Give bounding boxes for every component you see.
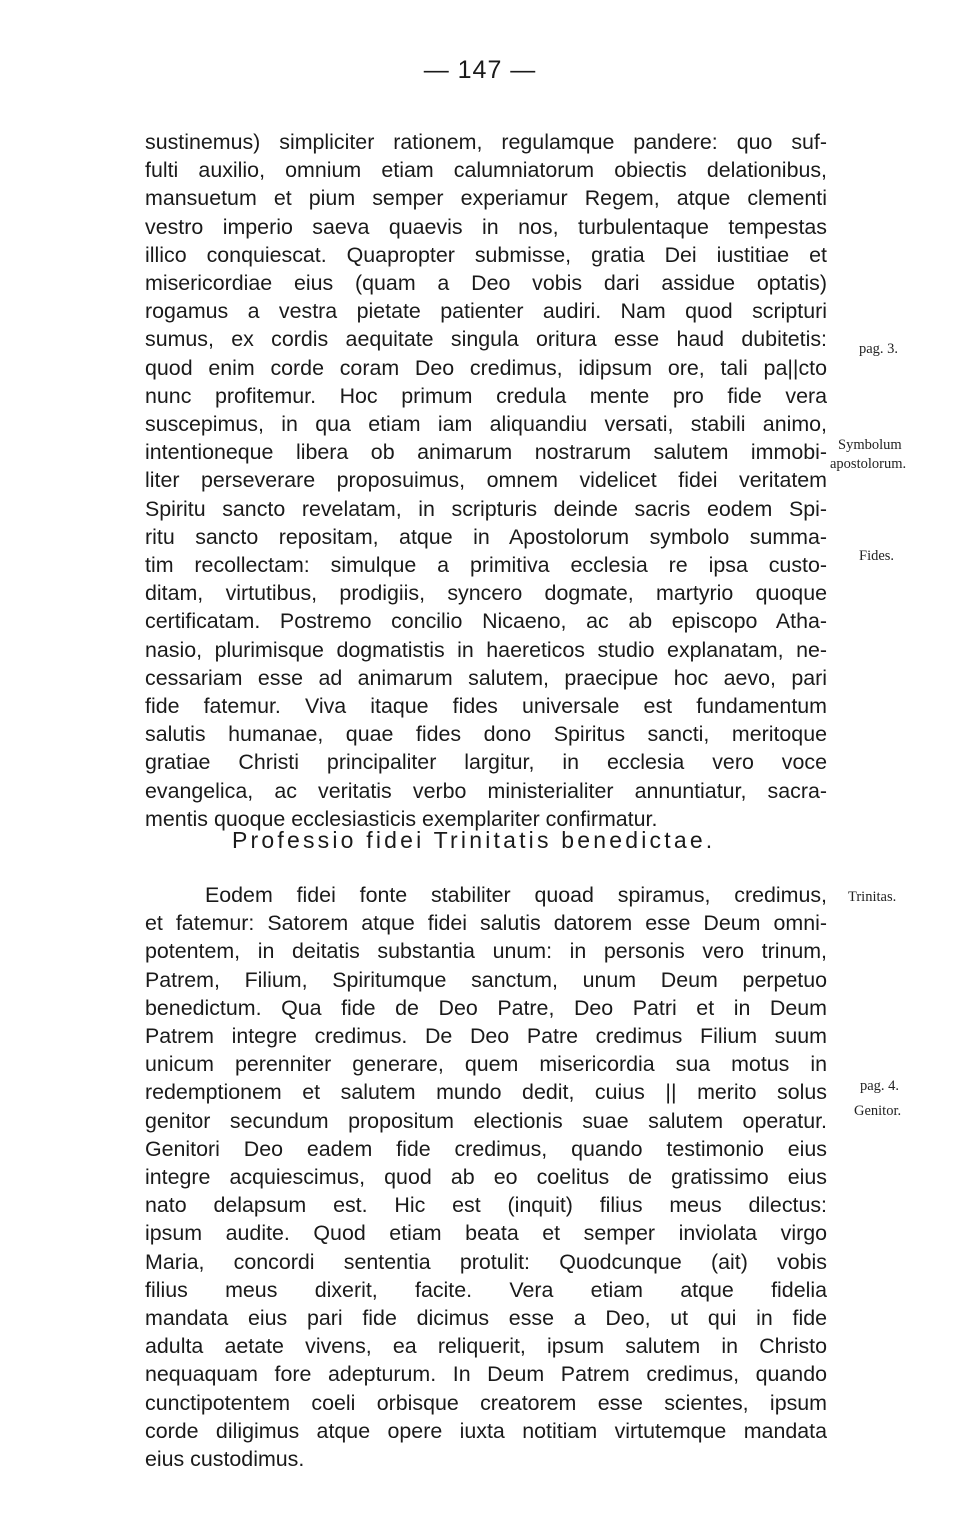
text-line: cunctipotentem coeli orbisque creatorem esse scientes, ipsum [145,1390,827,1415]
text-line: sustinemus) simpliciter rationem, regulamque pandere: quo suf- [145,130,827,154]
text-line: corde diligimus atque opere iuxta notitiam virtutemque mandata [145,1418,827,1443]
text-line: genitor secundum propositum electionis suae salutem operatur. [145,1108,827,1133]
text-line: Genitori Deo eadem fide credimus, quando testimonio eius [145,1136,827,1161]
margin-note-pag-3: pag. 3. [859,341,899,357]
text-line: misericordiae eius (quam a Deo vobis dari assidue optatis) [145,271,827,296]
text-line: vestro imperio saeva quaevis in nos, turbulentaque tempestas [145,214,827,239]
margin-note-genitor: Genitor. [854,1103,902,1119]
text-line: evangelica, ac veritatis verbo ministerialiter annuntiatur, sacra- [145,778,827,803]
text-line: filius meus dixerit, facite. Vera etiam atque fidelia [145,1277,827,1302]
text-line: mandata eius pari fide dicimus esse a Deo, ut qui in fide [145,1306,827,1331]
paragraph-1 [145,128,827,833]
paragraph-2 [145,881,827,1473]
text-line: nunc profitemur. Hoc primum credula mente pro fide vera [145,383,827,408]
text-line: Patrem integre credimus. De Deo Patre credimus Filium suum [145,1024,827,1049]
text-line: redemptionem et salutem mundo dedit, cuius || merito solus [145,1080,827,1105]
text-line: cessariam esse ad animarum salutem, praecipue hoc aevo, pari [145,665,827,690]
text-line: nasio, plurimisque dogmatistis in haereticos studio explanatam, ne- [145,637,827,662]
text-line: salutis humanae, quae fides dono Spiritus sancti, meritoque [145,722,827,747]
margin-note-fides: Fides. [859,548,895,564]
text-line: Maria, concordi sententia protulit: Quodcunque (ait) vobis [145,1249,827,1274]
text-line: liter perseverare proposuimus, omnem videlicet fidei veritatem [145,468,827,493]
text-line: fide fatemur. Viva itaque fides universale est fundamentum [145,694,827,719]
text-line: certificatam. Postremo concilio Nicaeno, ac ab episcopo Atha- [145,609,827,634]
text-line: unicum perenniter generare, quem misericordia sua motus in [145,1052,827,1077]
margin-note-pag-4: pag. 4. [860,1078,900,1094]
text-line: ipsum audite. Quod etiam beata et semper inviolata virgo [145,1221,827,1246]
margin-note-apostolorum: apostolorum. [830,456,907,472]
text-line: Patrem, Filium, Spiritumque sanctum, unum Deum perpetuo [145,967,827,992]
margin-note-symbolum: Symbolum [838,437,902,453]
text-line: eius custodimus. [145,1447,305,1472]
text-line: integre acquiescimus, quod ab eo coelitus de gratissimo eius [145,1165,827,1190]
text-line: Spiritu sancto revelatam, in scripturis deinde sacris eodem Spi- [145,496,827,521]
text-line: nato delapsum est. Hic est (inquit) filius meus dilectus: [145,1193,827,1218]
text-line: sumus, ex cordis aequitate singula oritura esse haud dubitetis: [145,327,827,352]
text-line: quod enim corde coram Deo credimus, idipsum ore, tali pa||cto [145,355,827,380]
text-line: Eodem fidei fonte stabiliter quoad spiramus, credimus, [205,883,827,907]
section-heading: Professio fidei Trinitatis benedictae. [232,827,716,853]
page-number: — 147 — [423,56,537,84]
margin-note-trinitas: Trinitas. [848,889,897,905]
text-line: benedictum. Qua fide de Deo Patre, Deo Patri et in Deum [145,995,827,1020]
text-line: gratiae Christi principaliter largitur, in ecclesia vero voce [145,750,827,775]
text-line: tim recollectam: simulque a primitiva ecclesia re ipsa custo- [145,553,827,578]
text-line: mentis quoque ecclesiasticis exemplariter confirmatur. [145,806,658,831]
text-line: ditam, virtutibus, prodigiis, syncero dogmate, martyrio quoque [145,581,827,606]
text-line: suscepimus, in qua etiam iam aliquandiu versati, stabili animo, [145,412,827,437]
text-line: rogamus a vestra pietate patienter audiri. Nam quod scripturi [145,299,827,324]
text-line: fulti auxilio, omnium etiam calumniatorum obiectis delationibus, [145,158,827,183]
text-line: illico conquiescat. Quapropter submisse, gratia Dei iustitiae et [145,242,827,267]
text-line: potentem, in deitatis substantia unum: in personis vero trinum, [145,939,827,964]
text-line: et fatemur: Satorem atque fidei salutis datorem esse Deum omni- [145,911,827,936]
text-line: ritu sancto repositam, atque in Apostolorum symbolo summa- [145,524,827,549]
text-line: adulta aetate vivens, ea reliquerit, ipsum salutem in Christo [145,1334,827,1359]
text-line: nequaquam fore adepturum. In Deum Patrem credimus, quando [145,1362,827,1387]
text-line: mansuetum et pium semper experiamur Regem, atque clementi [145,186,827,211]
text-line: intentioneque libera ob animarum nostrarum salutem immobi- [145,440,827,465]
